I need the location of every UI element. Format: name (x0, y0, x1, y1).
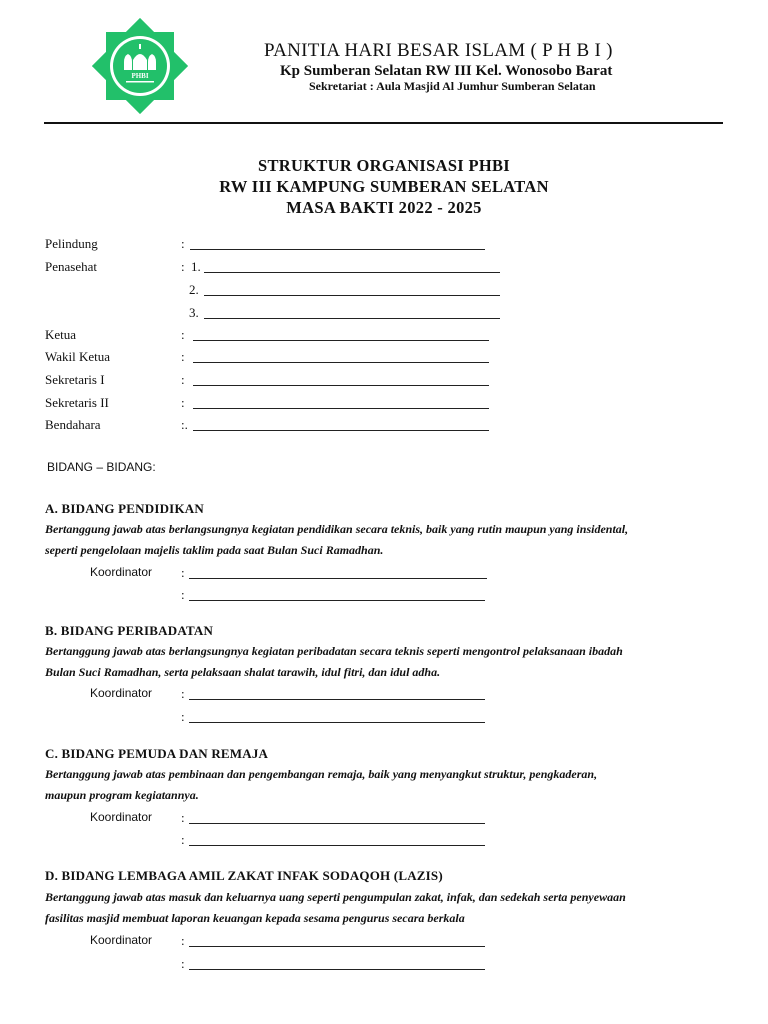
fill-line-d-2[interactable] (189, 969, 485, 970)
section-b-title: B. BIDANG PERIBADATAN (45, 623, 214, 638)
fill-line-c-1[interactable] (189, 823, 485, 824)
fill-line-a-1[interactable] (189, 578, 487, 579)
fill-line-penasehat-2[interactable] (204, 295, 500, 296)
logo-text: PHBI (131, 72, 149, 80)
koordinator-label: Koordinator (90, 810, 153, 824)
fill-line-bendahara[interactable] (193, 430, 489, 431)
fill-line-a-2[interactable] (189, 600, 485, 601)
label-ketua: Ketua (45, 327, 77, 342)
fill-line-wakil-ketua[interactable] (193, 362, 489, 363)
fill-line-sekretaris-1[interactable] (193, 385, 489, 386)
fill-line-b-2[interactable] (189, 722, 485, 723)
colon: : (181, 933, 185, 948)
colon: : (181, 832, 185, 847)
section-c-desc-2: maupun program kegiatannya. (45, 788, 199, 802)
colon: : (181, 565, 185, 580)
number-2: 2. (189, 282, 199, 297)
section-a-desc-2: seperti pengelolaan majelis taklim pada saat Bulan Suci Ramadhan. (45, 543, 384, 557)
section-d-desc-1: Bertanggung jawab atas masuk dan keluarnya uang seperti pengumpulan zakat, infak, dan sedekah serta penyewaan (45, 890, 626, 904)
colon: : (181, 956, 185, 971)
section-a-desc-1: Bertanggung jawab atas berlangsungnya kegiatan pendidikan secara teknis, baik yang rutin maupun yang insidental, (45, 522, 629, 536)
section-d-desc-2: fasilitas masjid membuat laporan keuangan kepada sesama pengurus secara berkala (45, 911, 465, 925)
colon: : (181, 587, 185, 602)
label-sekretaris-1: Sekretaris I (45, 372, 105, 387)
doc-title-line3: MASA BAKTI 2022 - 2025 (286, 198, 482, 217)
fill-line-b-1[interactable] (189, 699, 485, 700)
koordinator-label: Koordinator (90, 933, 153, 947)
section-c-desc-1: Bertanggung jawab atas pembinaan dan pengembangan remaja, baik yang menyangkut struktur, pengkaderan, (45, 767, 598, 781)
org-secretariat: Sekretariat : Aula Masjid Al Jumhur Sumberan Selatan (309, 79, 596, 93)
koordinator-label: Koordinator (90, 686, 153, 700)
fill-line-ketua[interactable] (193, 340, 489, 341)
fill-line-penasehat-1[interactable] (204, 272, 500, 273)
colon: : (181, 709, 185, 724)
colon: : (181, 236, 185, 251)
colon: : (181, 349, 185, 364)
section-c-title: C. BIDANG PEMUDA DAN REMAJA (45, 746, 269, 761)
fill-line-c-2[interactable] (189, 845, 485, 846)
label-sekretaris-2: Sekretaris II (45, 395, 109, 410)
number-3: 3. (189, 305, 199, 320)
fill-line-pelindung[interactable] (190, 249, 485, 250)
org-subtitle: Kp Sumberan Selatan RW III Kel. Wonosobo Barat (280, 63, 613, 79)
colon: : (181, 372, 185, 387)
section-b-desc-2: Bulan Suci Ramadhan, serta pelaksaan shalat tarawih, idul fitri, dan idul adha. (45, 665, 441, 679)
label-penasehat: Penasehat (45, 259, 97, 274)
phbi-logo (92, 18, 188, 114)
fill-line-d-1[interactable] (189, 946, 485, 947)
colon: : (181, 810, 185, 825)
section-a-title: A. BIDANG PENDIDIKAN (45, 501, 204, 516)
label-wakil-ketua: Wakil Ketua (45, 349, 111, 364)
section-d-title: D. BIDANG LEMBAGA AMIL ZAKAT INFAK SODAQOH (LAZIS) (45, 868, 443, 883)
colon: : (181, 395, 185, 410)
label-pelindung: Pelindung (45, 236, 98, 251)
section-b-desc-1: Bertanggung jawab atas berlangsungnya kegiatan peribadatan secara teknis seperti mengontrol pelaksanaan ibadah (45, 644, 623, 658)
doc-title-line1: STRUKTUR ORGANISASI PHBI (257, 156, 510, 175)
org-title: PANITIA HARI BESAR ISLAM ( P H B I ) (264, 40, 613, 61)
fill-line-penasehat-3[interactable] (204, 318, 500, 319)
colon: : (181, 327, 185, 342)
bidang-heading: BIDANG – BIDANG: (47, 460, 156, 474)
label-bendahara: Bendahara (45, 417, 101, 432)
header-divider (44, 122, 723, 124)
colon: :. (181, 417, 188, 432)
colon: : (181, 686, 185, 701)
fill-line-sekretaris-2[interactable] (193, 408, 489, 409)
koordinator-label: Koordinator (90, 565, 153, 579)
doc-title-line2: RW III KAMPUNG SUMBERAN SELATAN (219, 177, 549, 196)
number-1: 1. (191, 259, 201, 274)
colon: : (181, 259, 185, 274)
